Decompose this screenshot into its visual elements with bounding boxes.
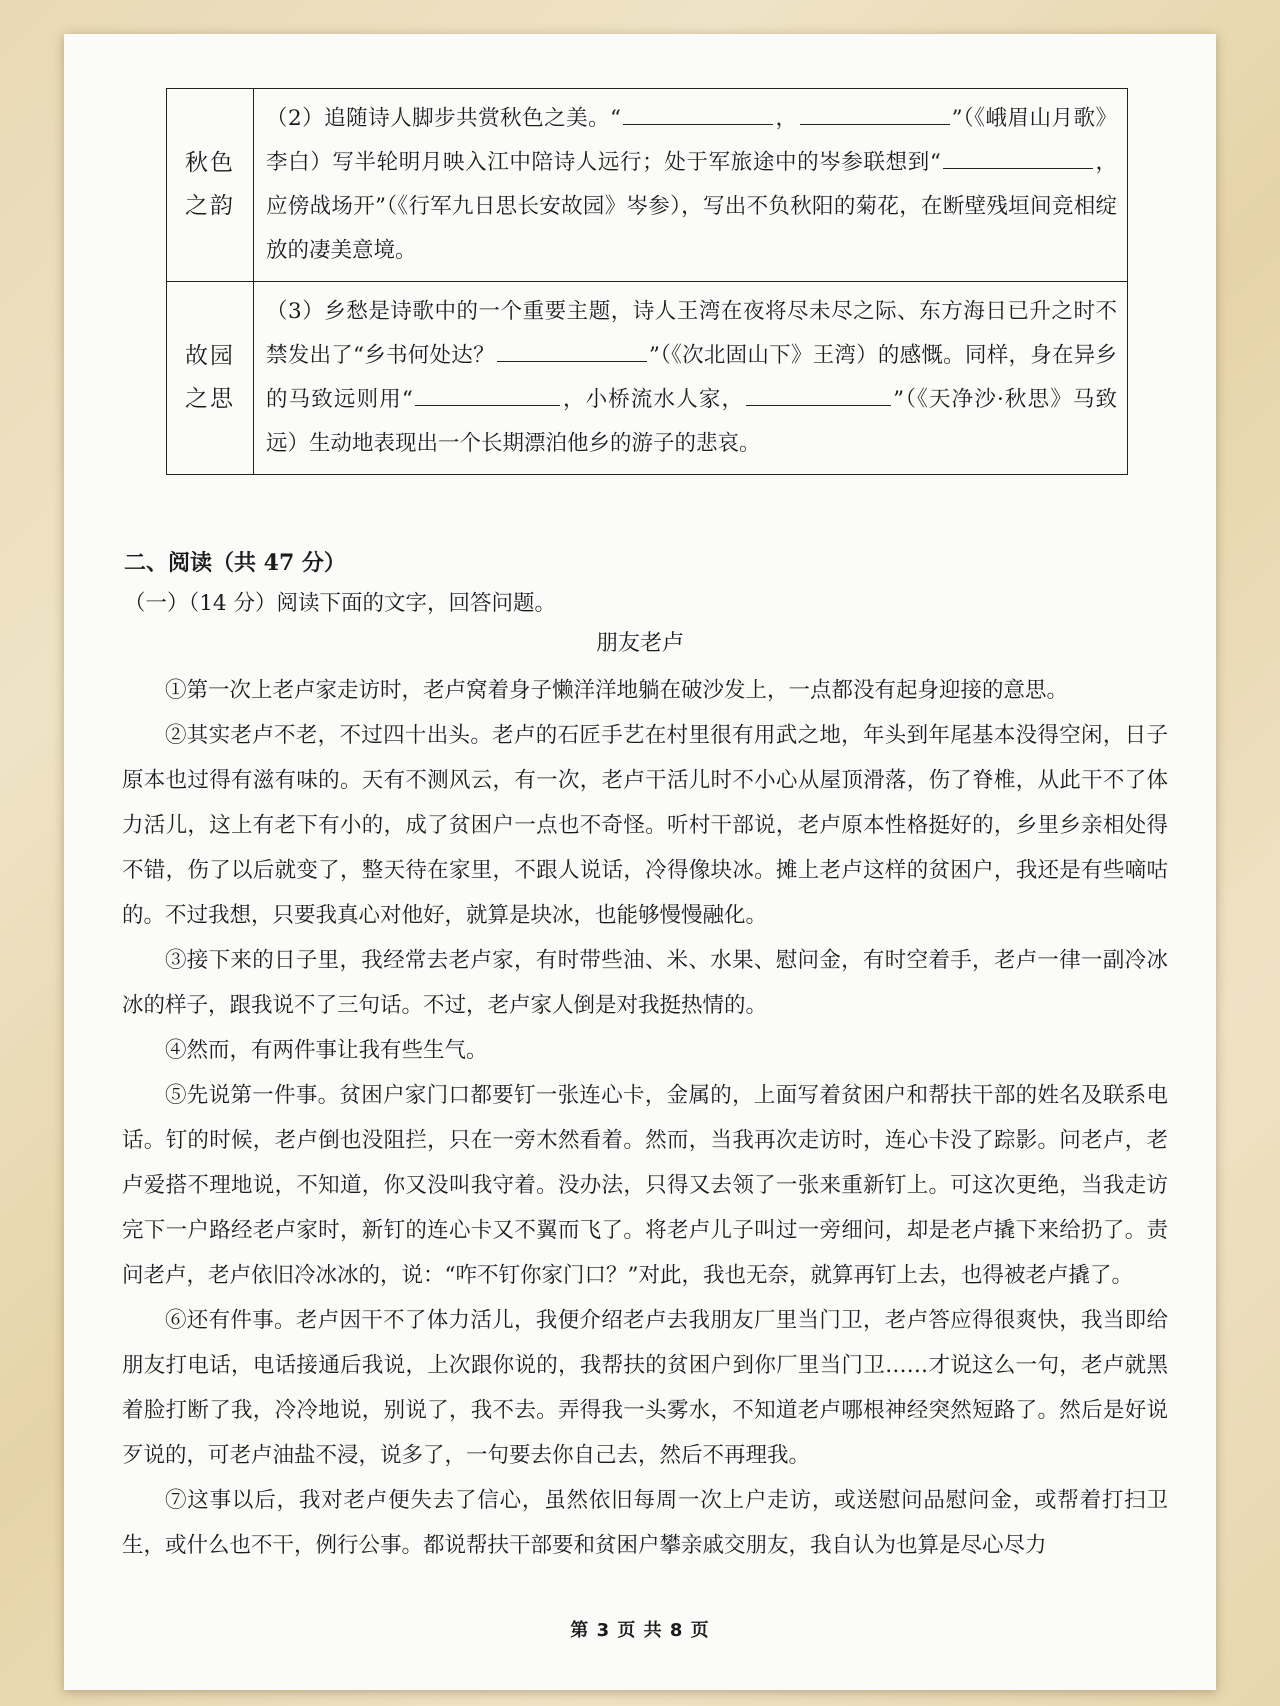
- page-number: 第 3 页 共 8 页: [570, 1620, 710, 1641]
- paragraph: ①第一次上老卢家走访时，老卢窝着身子懒洋洋地躺在破沙发上，一点都没有起身迎接的意思。: [165, 678, 1069, 703]
- question-3-text: （3）乡愁是诗歌中的一个重要主题，诗人王湾在夜将尽未尽之际、东方海日已升之时不禁发出了“乡书何处达？ ”（《次北固山下》王湾）的感慨。同样，身在异乡的马致远则用“ ，小桥流水人家， ”（《天净沙·秋思》马致远）生动地表现出一个长期漂泊他乡的游子的悲哀。: [254, 282, 1128, 475]
- paragraph: ⑦这事以后，我对老卢便失去了信心，虽然依旧每周一次上户走访，或送慰问品慰问金，或帮着打扫卫生，或什么也不干，例行公事。都说帮扶干部要和贫困户攀亲戚交朋友，我自认为也算是尽心尽力: [122, 1488, 1168, 1558]
- paragraph: ⑤先说第一件事。贫困户家门口都要钉一张连心卡，金属的，上面写着贫困户和帮扶干部的姓名及联系电话。钉的时候，老卢倒也没阻拦，只在一旁木然看着。然而，当我再次走访时，连心卡没了踪影。问老卢，老卢爱搭不理地说，不知道，你又没叫我守着。没办法，只得又去领了一张来重新钉上。可这次更绝，当我走访完下一户路经老卢家时，新钉的连心卡又不翼而飞了。将老卢儿子叫过一旁细问，却是老卢撬下来给扔了。责问老卢，老卢依旧冷冰冰的，说：“咋不钉你家门口？”对此，我也无奈，就算再钉上去，也得被老卢撬了。: [122, 1083, 1168, 1288]
- paragraph: ②其实老卢不老，不过四十出头。老卢的石匠手艺在村里很有用武之地，年头到年尾基本没得空闲，日子原本也过得有滋有味的。天有不测风云，有一次，老卢干活儿时不小心从屋顶滑落，伤了脊椎，从此干不了体力活儿，这上有老下有小的，成了贫困户一点也不奇怪。听村干部说，老卢原本性格挺好的，乡里乡亲相处得不错，伤了以后就变了，整天待在家里，不跟人说话，冷得像块冰。摊上老卢这样的贫困户，我还是有些嘀咕的。不过我想，只要我真心对他好，就算是块冰，也能够慢慢融化。: [122, 723, 1168, 928]
- row-heading: 故园 之思: [167, 282, 254, 475]
- fill-in-table: [166, 88, 1128, 475]
- table-row: [167, 282, 1128, 475]
- exam-paper: [64, 34, 1216, 1690]
- row-heading: 秋色 之韵: [167, 89, 254, 282]
- table-row: [167, 89, 1128, 282]
- paragraph: ③接下来的日子里，我经常去老卢家，有时带些油、米、水果、慰问金，有时空着手，老卢一律一副冷冰冰的样子，跟我说不了三句话。不过，老卢家人倒是对我挺热情的。: [122, 948, 1168, 1018]
- article-body: [122, 668, 1168, 1568]
- answer-blank[interactable]: [943, 144, 1093, 169]
- question-2-text: （2）追随诗人脚步共赏秋色之美。“ ， ”（《峨眉山月歌》李白）写半轮明月映入江中陪诗人远行；处于军旅途中的岑参联想到“ ，应傍战场开”（《行军九日思长安故园》岑参），写出不负秋阳的菊花，在断壁残垣间竞相绽放的凄美意境。: [254, 89, 1128, 282]
- paragraph: ⑥还有件事。老卢因干不了体力活儿，我便介绍老卢去我朋友厂里当门卫，老卢答应得很爽快，我当即给朋友打电话，电话接通后我说，上次跟你说的，我帮扶的贫困户到你厂里当门卫……才说这么一句，老卢就黑着脸打断了我，冷冷地说，别说了，我不去。弄得我一头雾水，不知道老卢哪根神经突然短路了。然后是好说歹说的，可老卢油盐不浸，说多了，一句要去你自己去，然后不再理我。: [122, 1308, 1168, 1468]
- article-title: 朋友老卢: [595, 631, 684, 656]
- paragraph: ④然而，有两件事让我有些生气。: [165, 1038, 488, 1063]
- answer-blank[interactable]: [623, 100, 773, 125]
- section-title: 二、阅读（共 47 分）: [124, 550, 346, 576]
- subsection-instruction: （一）（14 分）阅读下面的文字，回答问题。: [124, 591, 556, 616]
- answer-blank[interactable]: [415, 381, 560, 406]
- answer-blank[interactable]: [746, 381, 891, 406]
- answer-blank[interactable]: [497, 337, 647, 362]
- answer-blank[interactable]: [800, 100, 950, 125]
